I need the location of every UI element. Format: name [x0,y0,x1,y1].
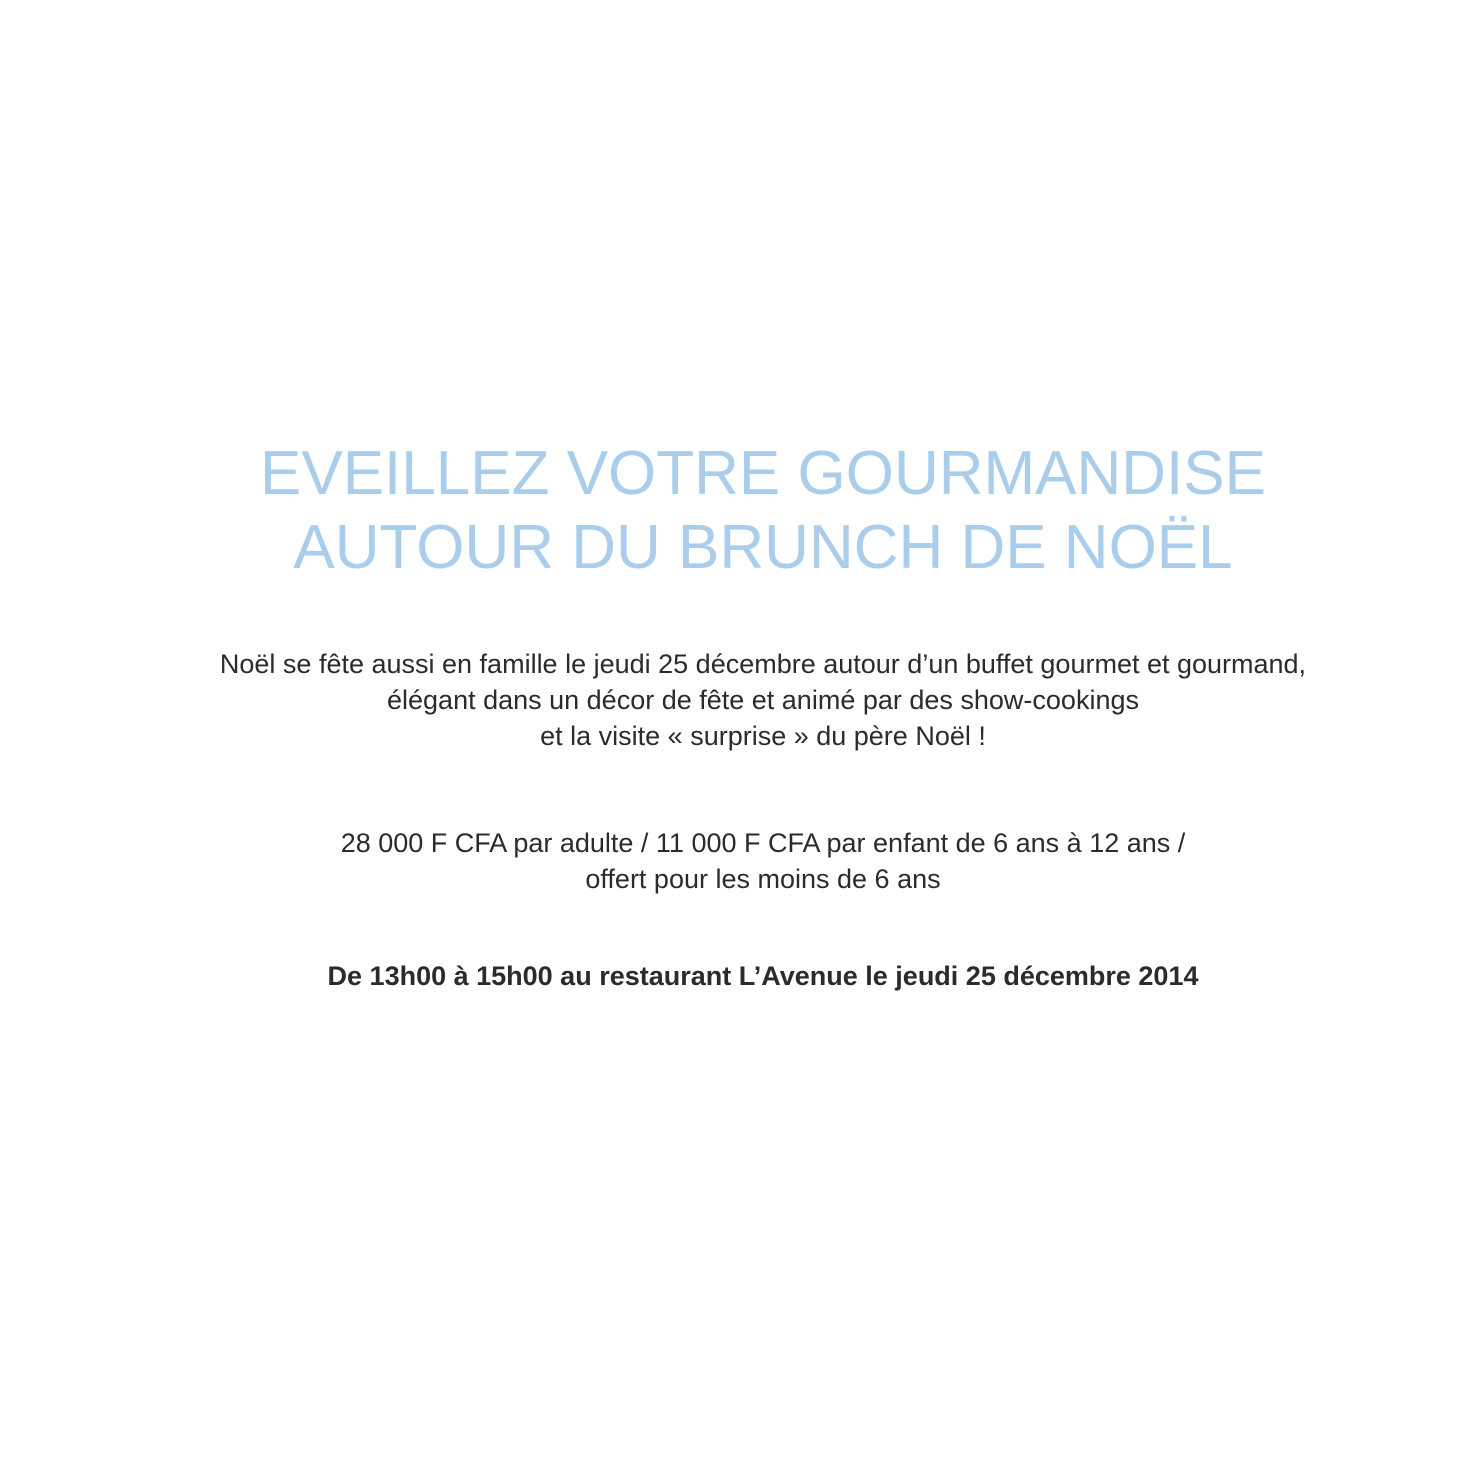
pricing-line-2: offert pour les moins de 6 ans [585,864,941,894]
pricing-line-1: 28 000 F CFA par adulte / 11 000 F CFA par enfant de 6 ans à 12 ans / [340,828,1186,858]
description-line-1: Noël se fête aussi en famille le jeudi 25 décembre autour d’un buffet gourmet et gourmand, [219,649,1307,679]
title-line-1: EVEILLEZ VOTRE GOURMANDISE [260,439,1266,508]
title-line-2: AUTOUR DU BRUNCH DE NOËL [293,513,1233,582]
description-line-2: élégant dans un décor de fête et animé par des show-cookings [387,685,1139,715]
description-line-3: et la visite « surprise » du père Noël ! [540,721,986,751]
schedule-line: De 13h00 à 15h00 au restaurant L’Avenue le jeudi 25 décembre 2014 [327,961,1199,991]
